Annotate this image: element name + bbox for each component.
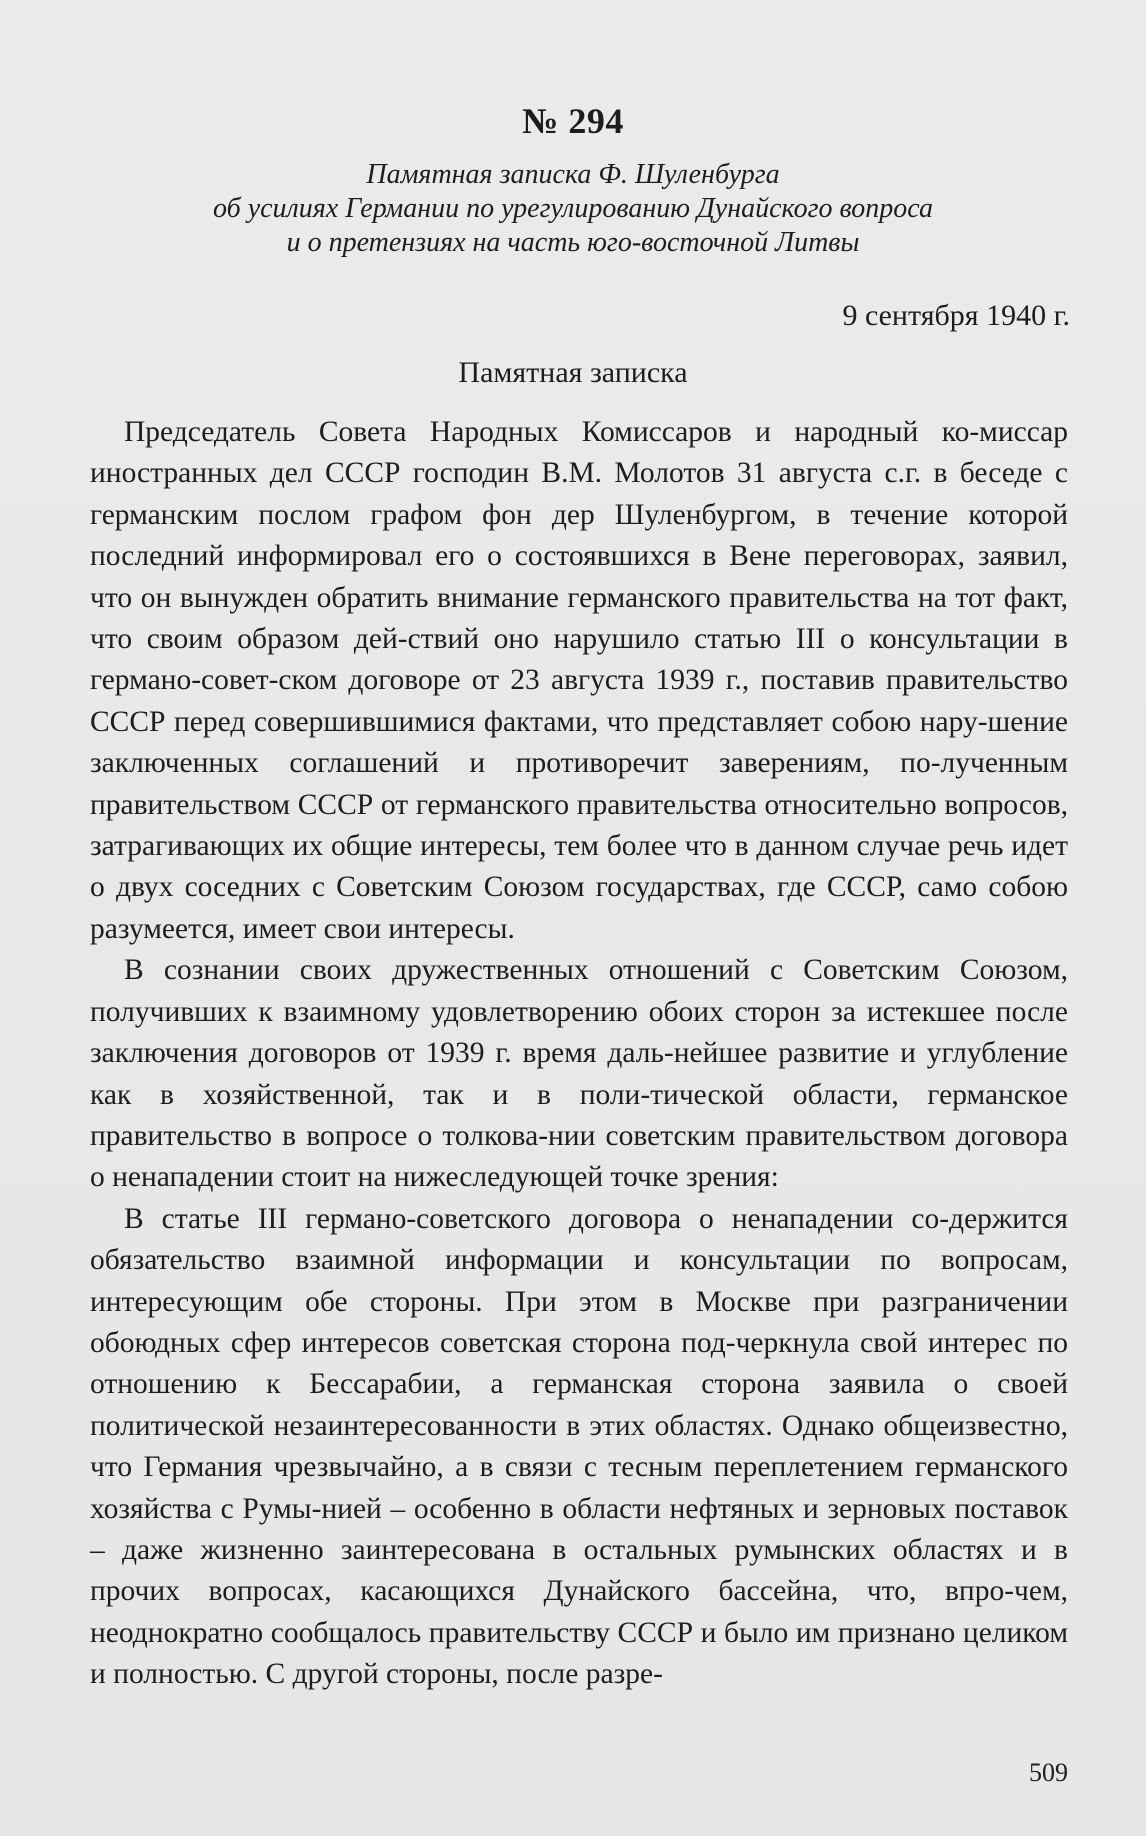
document-title-line: и о претензиях на часть юго-восточной Литвы <box>286 227 860 258</box>
memo-heading: Памятная записка <box>458 356 688 389</box>
document-number: № 294 <box>522 101 624 141</box>
body-paragraph: В сознании своих дружественных отношений с Советским Союзом, получивших к взаимному удовлетворению обоих сторон за истекшее после заключения договоров от 1939 г. время даль-нейшее развитие и углубление как в хозяйственной, так и в поли-тической области, германское правительство в вопросе о толкова-нии советским правительством договора о ненападении стоит на нижеследующей точке зрения: <box>90 954 1068 1194</box>
body-paragraph: Председатель Совета Народных Комиссаров и народный ко-миссар иностранных дел СССР господин В.М. Молотов 31 августа с.г. в беседе с германским послом графом фон дер Шуленбургом, в течение которой последний информировал его о состоявшихся в Вене переговорах, заявил, что он вынужден обратить внимание германского правительства на тот факт, что своим образом дей-ствий оно нарушило статью III о консультации в германо-совет-ском договоре от 23 августа 1939 г., поставив правительство СССР перед совершившимися фактами, что представляет собою нару-шение заключенных соглашений и противоречит заверениям, по-лученным правительством СССР от германского правительства относительно вопросов, затрагивающих их общие интересы, тем более что в данном случае речь идет о двух соседних с Советским Союзом государствах, где СССР, само собою разумеется, имеет свои интересы. <box>90 416 1068 945</box>
document-title-line: об усилиях Германии по урегулированию Дунайского вопроса <box>212 193 933 224</box>
page-number: 509 <box>1029 1758 1068 1787</box>
document-date: 9 сентября 1940 г. <box>842 299 1070 332</box>
document-title-line: Памятная записка Ф. Шуленбурга <box>366 159 780 190</box>
document-body <box>90 412 1068 1696</box>
body-paragraph: В статье III германо-советского договора о ненападении со-держится обязательство взаимной информации и консультации по вопросам, интересующим обе стороны. При этом в Москве при разграничении обоюдных сфер интересов советская сторона под-черкнула свой интерес по отношению к Бессарабии, а германская сторона заявила о своей политической незаинтересованности в этих областях. Однако общеизвестно, что Германия чрезвычайно, а в связи с тесным переплетением германского хозяйства с Румы-нией – особенно в области нефтяных и зерновых поставок – даже жизненно заинтересована в остальных румынских областях и в прочих вопросах, касающихся Дунайского бассейна, что, впро-чем, неоднократно сообщалось правительству СССР и было им признано целиком и полностью. С другой стороны, после разре- <box>90 1202 1068 1691</box>
document-title <box>0 158 1146 260</box>
